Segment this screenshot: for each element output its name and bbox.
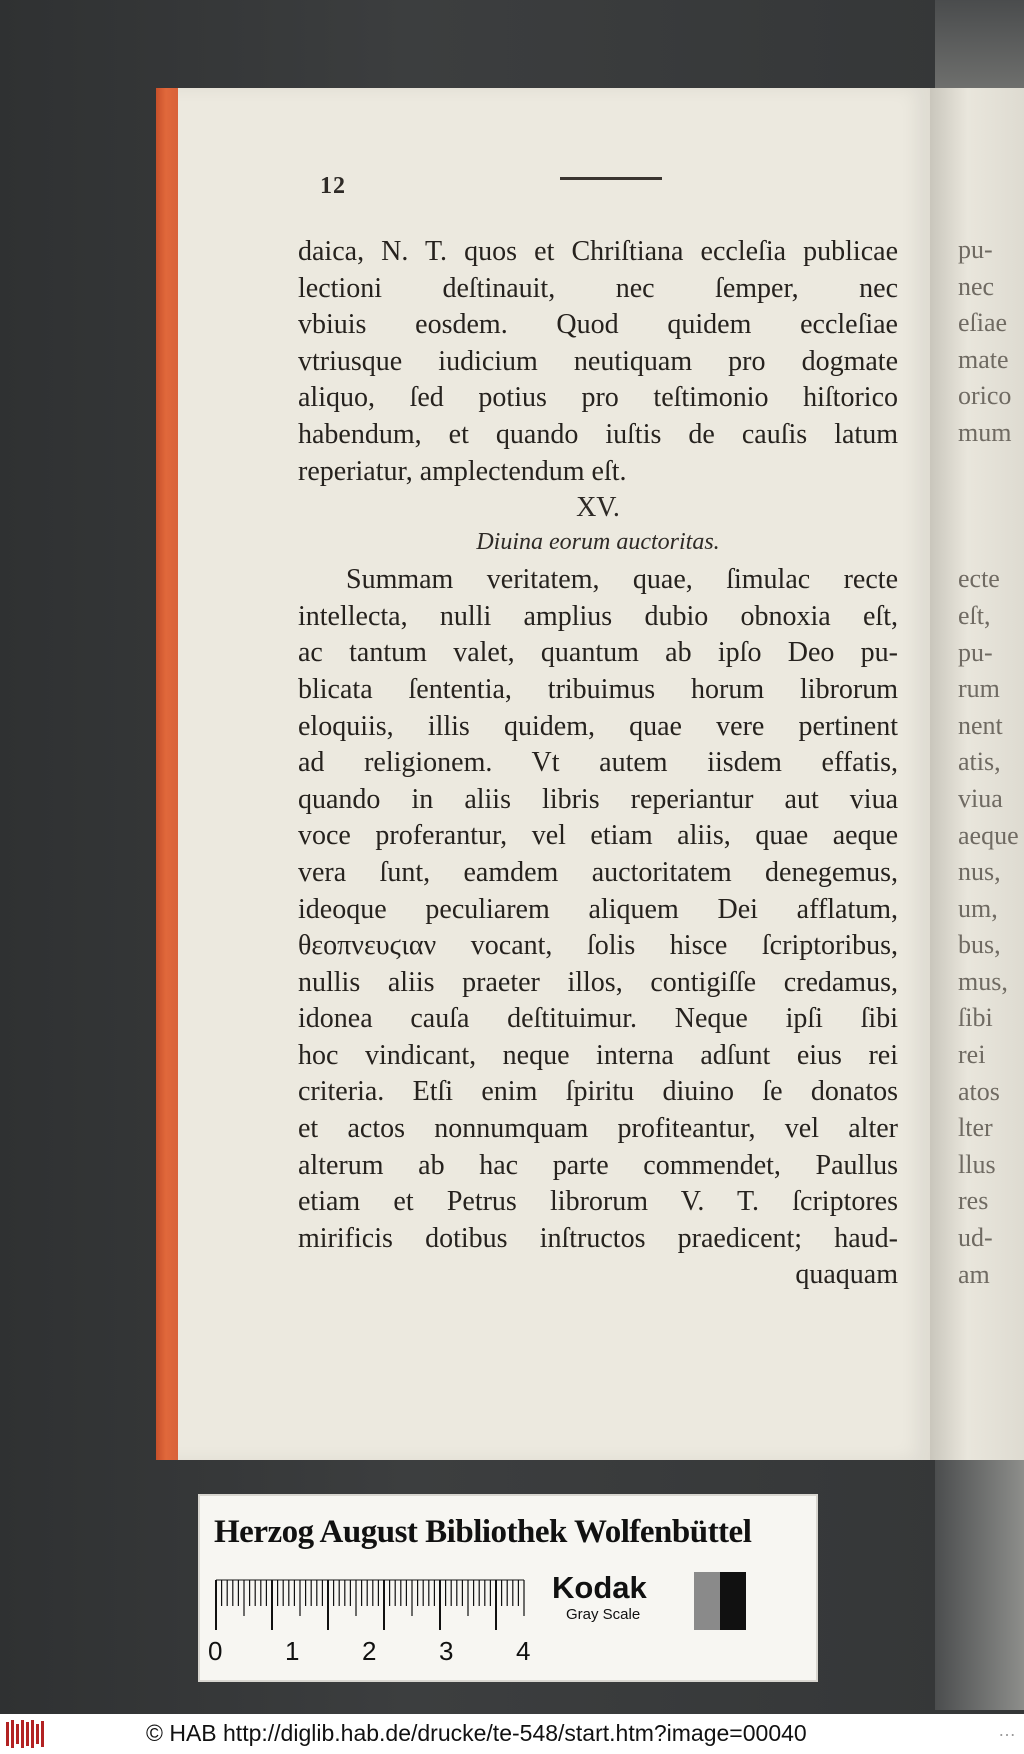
- text-line: alterum ab hac parte commendet, Paullus: [298, 1149, 898, 1181]
- facing-fragment: [958, 525, 1024, 562]
- facing-page-text: [958, 232, 1024, 1293]
- text-line: etiam et Petrus librorum V. T. ſcriptores: [298, 1186, 898, 1218]
- text-line: vbiuis eosdem. Quod quidem eccleſiae: [298, 309, 898, 341]
- facing-fragment: ecte: [958, 564, 1000, 594]
- ruler-number: 3: [439, 1636, 454, 1666]
- text-line: θεοπνευϛιαν vocant, ſolis hisce ſcriptoribus,: [298, 930, 898, 962]
- text-line: vtriusque iudicium neutiquam pro dogmate: [298, 345, 898, 377]
- ruler-number: 0: [208, 1636, 223, 1666]
- color-calibration-bar: [198, 1494, 818, 1682]
- catchword: quaquam: [795, 1259, 898, 1291]
- facing-fragment: atos: [958, 1076, 1000, 1106]
- text-line: vera ſunt, eamdem auctoritatem denegemus,: [298, 856, 898, 888]
- library-name: Herzog August Bibliothek Wolfenbüttel: [214, 1514, 752, 1550]
- text-line: Summam veritatem, quae, ſimulac recte: [346, 564, 898, 596]
- text-line: lectioni deſtinauit, nec ſemper, nec: [298, 272, 898, 304]
- page-body-text: [298, 234, 898, 1294]
- gray-patch: [694, 1572, 746, 1630]
- kodak-logo: Kodak: [552, 1570, 647, 1605]
- facing-fragment: mum: [958, 417, 1012, 447]
- facing-fragment: aeque: [958, 820, 1019, 850]
- facing-fragment: [958, 452, 1024, 489]
- text-line: hoc vindicant, neque interna adſunt eius rei: [298, 1039, 898, 1071]
- paragraph-after: [298, 562, 898, 1257]
- text-line: daica, N. T. quos et Chriſtiana eccleſia publicae: [298, 236, 898, 267]
- facing-fragment: mus,: [958, 966, 1008, 996]
- facing-page-bottom: [935, 1460, 1024, 1710]
- facing-fragment: lter: [958, 1113, 993, 1143]
- hab-logo-icon: [4, 1718, 46, 1750]
- text-line: ac tantum valet, quantum ab ipſo Deo pu-: [298, 637, 898, 669]
- footer-bar: [0, 1714, 1024, 1754]
- text-line: aliquo, ſed potius pro teſtimonio hiſtorico: [298, 382, 898, 414]
- section-number: XV.: [576, 492, 620, 524]
- text-line: habendum, et quando iuſtis de cauſis latum: [298, 418, 898, 450]
- facing-fragment: llus: [958, 1149, 996, 1179]
- facing-fragment: viua: [958, 783, 1003, 813]
- text-line: eloquiis, illis quidem, quae vere pertinent: [298, 710, 898, 742]
- text-line: ideoque peculiarem aliquem Dei afflatum,: [298, 893, 898, 925]
- facing-fragment: eſt,: [958, 600, 991, 630]
- text-line: blicata ſententia, tribuimus horum librorum: [298, 673, 898, 705]
- ruler-number: 2: [362, 1636, 377, 1666]
- text-line: idonea cauſa deſtituimur. Neque ipſi ſibi: [298, 1003, 898, 1035]
- header-rule: [560, 177, 662, 180]
- text-line: intellecta, nulli amplius dubio obnoxia eſt,: [298, 600, 898, 632]
- section-title: Diuina eorum auctoritas.: [476, 529, 720, 556]
- facing-fragment: rei: [958, 1040, 986, 1070]
- page-edge: [156, 88, 178, 1460]
- text-line: quando in aliis libris reperiantur aut viua: [298, 783, 898, 815]
- text-line: reperiatur, amplectendum eſt.: [298, 455, 627, 487]
- footer-url[interactable]: © HAB http://diglib.hab.de/drucke/te-548/start.htm?image=00040: [146, 1720, 807, 1746]
- facing-fragment: eſiae: [958, 308, 1008, 338]
- facing-page-top: [935, 0, 1024, 88]
- ruler: [214, 1576, 534, 1634]
- ruler-number: 1: [285, 1636, 300, 1666]
- facing-fragment: nus,: [958, 857, 1001, 887]
- facing-fragment: res: [958, 1186, 989, 1216]
- paragraph-before: [298, 234, 898, 490]
- text-line: ad religionem. Vt autem iisdem effatis,: [298, 747, 898, 779]
- facing-fragment: rum: [958, 674, 1000, 704]
- page-number: 12: [320, 173, 346, 199]
- facing-fragment: ud-: [958, 1223, 993, 1253]
- facing-fragment: [958, 488, 1024, 525]
- text-line: voce proferantur, vel etiam aliis, quae aeque: [298, 820, 898, 852]
- text-line: nullis aliis praeter illos, contigiſſe credamus,: [298, 966, 898, 998]
- facing-fragment: pu-: [958, 235, 993, 264]
- facing-fragment: am: [958, 1259, 990, 1289]
- facing-fragment: um,: [958, 893, 998, 923]
- facing-fragment: nec: [958, 271, 995, 301]
- facing-fragment: bus,: [958, 930, 1001, 960]
- text-line: et actos nonnumquam profiteantur, vel alter: [298, 1113, 898, 1145]
- text-line: mirificis dotibus inſtructos praedicent; haud-: [298, 1222, 898, 1254]
- footer-dots: …: [998, 1720, 1016, 1740]
- facing-fragment: orico: [958, 381, 1012, 411]
- text-line: criteria. Etſi enim ſpiritu diuino ſe donatos: [298, 1076, 898, 1108]
- facing-fragment: ſibi: [958, 1003, 993, 1033]
- facing-fragment: nent: [958, 710, 1003, 740]
- ruler-number: 4: [516, 1636, 531, 1666]
- facing-fragment: mate: [958, 344, 1009, 374]
- gray-scale-label: Gray Scale: [566, 1606, 641, 1623]
- facing-fragment: pu-: [958, 637, 993, 667]
- facing-fragment: atis,: [958, 747, 1001, 777]
